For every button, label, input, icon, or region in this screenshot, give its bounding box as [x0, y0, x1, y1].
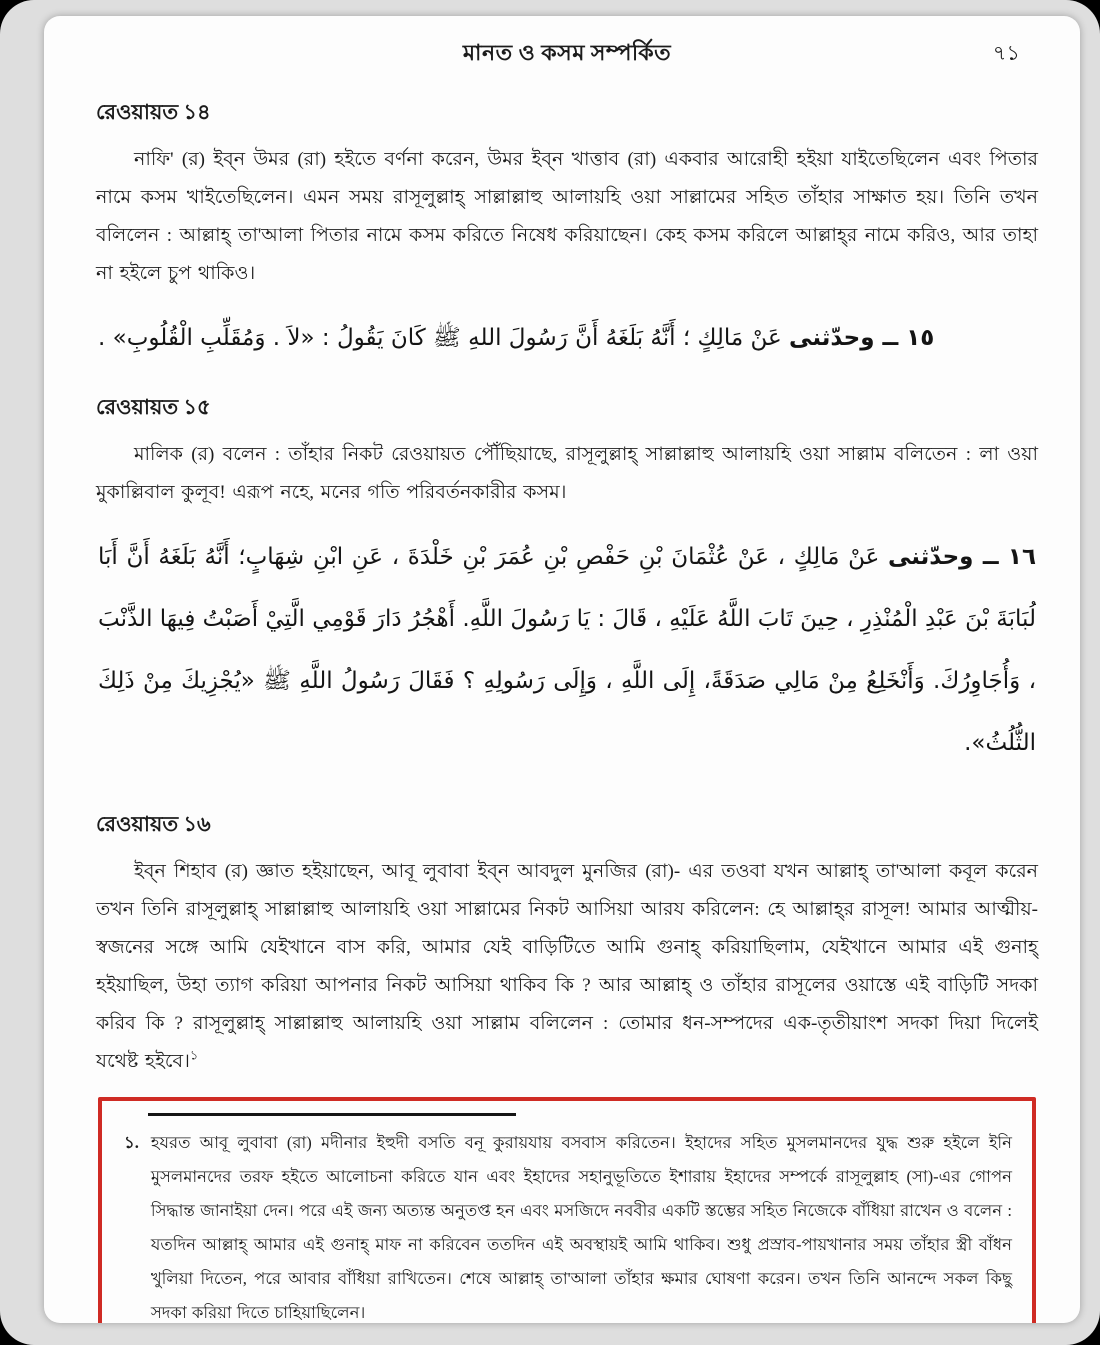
arabic-hadith-16-text: عَنْ مَالِكٍ ، عَنْ عُثْمَانَ بْنِ حَفْصِ بْنِ عُمَرَ بْنِ خَلْدَةَ ، عَنِ ابْنِ شِهَابٍ؛ أَنَّهُ بَلَغَهُ أَنَّ أَبَا لُبَابَةَ بْنَ عَبْدِ الْمُنْذِرِ ، حِينَ تَابَ اللَّهُ عَلَيْهِ ، قَالَ : يَا رَسُولَ اللَّهِ. أَهْجُرُ دَارَ قَوْمِي الَّتِيْ أَصَبْتُ فِيهَا الذَّنْبَ ، وَأُجَاوِرُكَ. وَأَنْخَلِعُ مِنْ مَالِي صَدَقَةً، إِلَى اللَّهِ ، وَإِلَى رَسُولِهِ ؟ فَقَالَ رَسُولُ اللَّهِ ﷺ «يُجْزِيكَ مِنْ ذَلِكَ الثُّلُثُ».: [98, 544, 1036, 756]
arabic-hadith-15-text: عَنْ مَالِكٍ ؛ أَنَّهُ بَلَغَهُ أَنَّ رَسُولَ اللهِ ﷺ كَانَ يَقُولُ : «لاَ . وَمُقَلِّبِ الْقُلُوبِ» .: [98, 325, 790, 351]
narration-14-paragraph: নাফি' (র) ইব্‌ন উমর (রা) হইতে বর্ণনা করেন, উমর ইব্‌ন খাত্তাব (রা) একবার আরোহী হইয়া যাইতেছিলেন এবং পিতার নামে কসম খাইতেছিলেন। এমন সময় রাসূলুল্লাহ্ সাল্লাল্লাহু আলায়হি ওয়া সাল্লামের সহিত তাঁহার সাক্ষাত হয়। তিনি তখন বলিলেন : আল্লাহ্ তা'আলা পিতার নামে কসম করিতে নিষেধ করিয়াছেন। কেহ কসম করিলে আল্লাহ্‌র নামে করিও, আর তাহা না হইলে চুপ থাকিও।: [96, 149, 1038, 284]
book-page: [44, 16, 1080, 1323]
narration-16-paragraph: [96, 853, 1038, 1081]
footnote-reference-mark: ১: [189, 1047, 199, 1063]
arabic-hadith-16: [98, 526, 1036, 774]
narration-15-paragraph: মালিক (র) বলেন : তাঁহার নিকট রেওয়ায়ত পৌঁছিয়াছে, রাসূলুল্লাহ্ সাল্লাল্লাহু আলায়হি ওয়া সাল্লাম বলিতেন : লা ওয়া মুকাল্লিবাল কুলূব! এরূপ নহে, মনের গতি পরিবর্তনকারীর কসম।: [96, 444, 1038, 503]
footnote-marker: ১.: [124, 1133, 139, 1152]
arabic-hadith-15-lead: ١٥ ــ وحدّثنى: [789, 325, 935, 351]
chapter-title: মানত ও কসম সম্পর্কিত: [462, 40, 672, 65]
page-content: [44, 16, 1080, 1323]
page-header: [96, 36, 1038, 70]
arabic-hadith-15: [98, 307, 1036, 369]
section-heading-15: রেওয়ায়ত ১৫: [96, 395, 211, 419]
page-number: ৭১: [992, 41, 1020, 65]
footnote-text: হযরত আবূ লুবাবা (রা) মদীনার ইহুদী বসতি বনূ কুরায়যায় বসবাস করিতেন। ইহাদের সহিত মুসলমানদের যুদ্ধ শুরু হইলে ইনি মুসলমানদের তরফ হইতে আলোচনা করিতে যান এবং ইহাদের সহানুভূতিতে ইশারায় ইহাদের সম্পর্কে রাসূলুল্লাহ (সা)-এর গোপন সিদ্ধান্ত জানাইয়া দেন। পরে এই জন্য অত্যন্ত অনুতপ্ত হন এবং মসজিদে নববীর একটি স্তম্ভের সহিত নিজেকে বাঁধিয়া রাখেন ও বলেন : যতদিন আল্লাহ্ আমার এই গুনাহ্ মাফ না করিবেন ততদিন এই অবস্থায়ই আমি থাকিব। শুধু প্রস্রাব-পায়খানার সময় তাঁহার স্ত্রী বাঁধন খুলিয়া দিতেন, পরে আবার বাঁধিয়া রাখিতেন। শেষে আল্লাহ্ তা'আলা তাঁহার ক্ষমার ঘোষণা করেন। তখন তিনি আনন্দে সকল কিছু সদকা করিয়া দিতে চাহিয়াছিলেন।: [150, 1133, 1012, 1322]
footnote-item: [124, 1126, 1012, 1323]
section-heading-16: রেওয়ায়ত ১৬: [96, 812, 211, 836]
narration-16-text: ইব্‌ন শিহাব (র) জ্ঞাত হইয়াছেন, আবূ লুবাবা ইব্‌ন আবদুল মুনজির (রা)- এর তওবা যখন আল্লাহ্ তা'আলা কবূল করেন তখন তিনি রাসূলুল্লাহ্ সাল্লাল্লাহু আলায়হি ওয়া সাল্লামের নিকট আসিয়া আরয করিলেন: হে আল্লাহ্‌র রাসূল! আমার আত্মীয়-স্বজনের সঙ্গে আমি যেইখানে বাস করি, আমার যেই বাড়িটিতে আমি গুনাহ্ করিয়াছিলাম, যেইখানে আমার এই গুনাহ্ হইয়াছিল, উহা ত্যাগ করিয়া আপনার নিকট আসিয়া থাকিব কি ? আর আল্লাহ্ ও তাঁহার রাসূলের ওয়াস্তে এই বাড়িটি সদকা করিব কি ? রাসূলুল্লাহ্ সাল্লাল্লাহু আলায়হি ওয়া সাল্লাম বলিলেন : তোমার ধন-সম্পদের এক-তৃতীয়াংশ সদকা দিয়া দিলেই যথেষ্ট হইবে।: [96, 861, 1038, 1072]
footnote-highlight-box: [98, 1097, 1036, 1323]
footnote-separator-line: [148, 1113, 516, 1116]
section-heading-14: রেওয়ায়ত ১৪: [96, 100, 211, 124]
arabic-hadith-16-lead: ١٦ ــ وحدّثنى: [888, 544, 1036, 570]
